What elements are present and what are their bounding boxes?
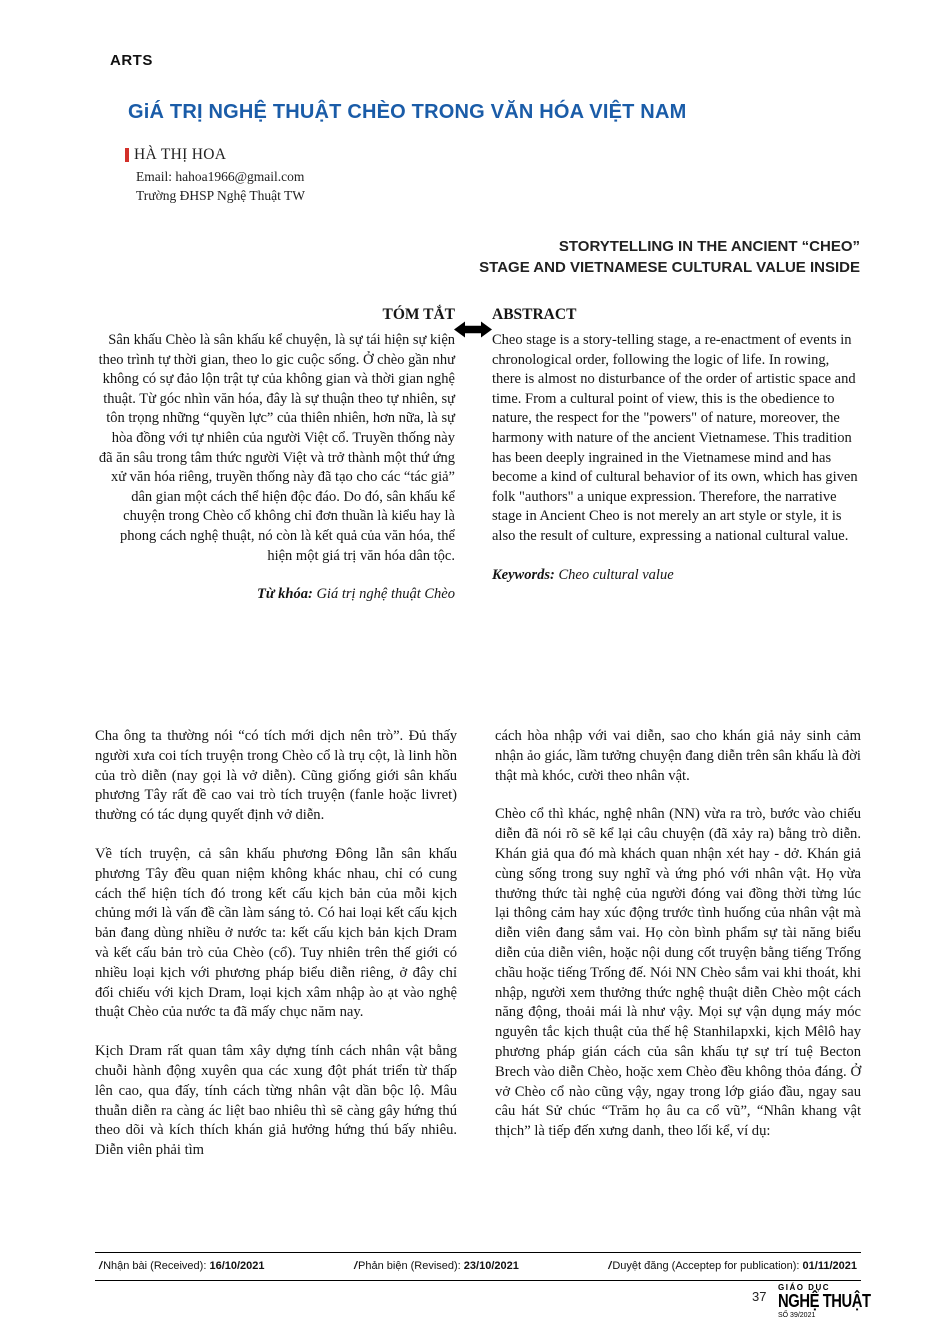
keywords-en-value: Cheo cultural value: [558, 566, 674, 583]
english-title-line1: STORYTELLING IN THE ANCIENT “CHEO”: [558, 238, 860, 255]
revised-date: 23/10/2021: [463, 1260, 519, 1272]
keywords-en-label: Keywords:: [492, 566, 555, 583]
keywords-vi-value: Giá trị nghệ thuật Chèo: [316, 586, 455, 603]
author-affiliation: Trường ĐHSP Nghệ Thuật TW: [136, 188, 305, 203]
author-email: Email: hahoa1966@gmail.com: [136, 169, 305, 184]
body-paragraph: Về tích truyện, cả sân khấu phương Đông lẫn sân khấu phương Tây đều quan niệm không khác nhau, chỉ có cung cách thể hiện tích đó trong kết cấu kịch bản của mỗi kịch chủng mới là vấn đề cần làm sáng tỏ. Có hai loại kết cấu kịch bản đang dùng nhiều ở nước ta: kết cấu kịch bản kịch Dram và kết cấu bản trò của Chèo (cổ). Tuy nhiên trên thế giới có nhiều loại kịch với phương pháp biểu diễn riêng, ở đây chỉ đối chiếu với kịch Dram, loại kịch xâm nhập ào ạt vào nghệ thuật Chèo của nước ta đã mấy chục năm nay.: [95, 845, 458, 1021]
article-body: [95, 727, 861, 1180]
journal-logo-main-text: NGHỆ THUẬT: [778, 1291, 871, 1311]
footer-dates-band: [95, 1252, 861, 1281]
author-name-row: [125, 146, 305, 164]
accepted-label: Duyệt đăng (Acceptep for publication):: [612, 1260, 803, 1272]
author-block: [125, 146, 305, 204]
received-date-item: [99, 1260, 265, 1272]
revised-label: Phản biện (Revised):: [358, 1260, 464, 1272]
abstract-heading: ABSTRACT: [492, 306, 577, 323]
page-number: 37: [752, 1289, 767, 1304]
english-title: [300, 236, 860, 278]
section-label: ARTS: [110, 52, 153, 69]
body-paragraph: Chèo cổ thì khác, nghệ nhân (NN) vừa ra trò, bước vào chiếu diễn đã nói rõ sẽ kể lại câu chuyện (đã xảy ra) bằng trò diễn. Khán giả qua đó mà khách quan nhận xét hay - dở. Khán giả cùng sống trong suy nghĩ và ứng phó với nhân vật. Họ vừa thưởng thức tài nghệ của người đóng vai đồng thời từng lúc lại thông cảm hay xúc động trước tình huống của nhân vật mà diễn viên đang sắm vai. Họ còn bình phẩm sự tài năng biểu diễn của diễn viên, hoặc nội dung cốt truyện bằng tiếng Trống chầu hoặc tiếng Trống đế. Nói NN Chèo sắm vai khi thoát, khi nhập, người xem thưởng thức nghệ thuật diễn Chèo một cách năng động, thoải mái là như vậy. Mọi sự vận dụng máy móc nguyên tắc kịch thuật của thế hệ Stanhilapxki, kịch Mêlô hay phương pháp gián cách của sân khấu tự sự trí tuệ Becton Brech vào diễn Chèo, hoặc xem Chèo đều không thỏa đáng. Ở vở Chèo cổ nào cũng vậy, ngay trong lớp giáo đầu, ngay sau câu hát Sử chúc “Trăm họ âu ca cổ vũ”, “Nhân khang vật thịch” là tiếp đến xưng danh, theo lối kể, ví dụ:: [495, 806, 861, 1140]
article-title: GiÁ TRỊ NGHỆ THUẬT CHÈO TRONG VĂN HÓA VIỆT NAM: [128, 101, 687, 123]
slash-mark: /: [353, 1260, 358, 1272]
journal-issue-number: SỐ 39/2021: [778, 1312, 816, 1319]
tomtat-heading: TÓM TẮT: [382, 306, 455, 323]
body-paragraph: Kịch Dram rất quan tâm xây dựng tính cách nhân vật bằng chuỗi hành động xuyên qua các xung đột phát triển từ thấp lên cao, qua đấy, tính cách từng nhân vật dần bộc lộ. Mâu thuẫn diễn ra càng ác liệt bao nhiêu thì sẽ càng gây hứng thú theo dõi và kích thích khán giả hưởng hứng thú bấy nhiêu. Diễn viên phải tìm: [95, 1043, 458, 1159]
english-title-line2: STAGE AND VIETNAMESE CULTURAL VALUE INSIDE: [479, 259, 860, 276]
accepted-date-item: [608, 1260, 857, 1272]
left-right-arrow-icon: [453, 320, 493, 339]
author-accent-bar: [125, 148, 129, 162]
body-paragraph: Cha ông ta thường nói “có tích mới dịch nên trò”. Đủ thấy người xưa coi tích truyện trong Chèo cổ là trụ cột, là linh hồn của trò diễn (nay gọi là vở diễn). Cũng giống giới sân khấu phương Tây rất đề cao vai trò tích truyện (fanle hoặc livret) thường có tác dụng quyết định vở diễn.: [95, 728, 458, 824]
keywords-vi-label: Từ khóa:: [257, 586, 313, 603]
author-name: HÀ THỊ HOA: [134, 146, 227, 163]
revised-date-item: [354, 1260, 519, 1272]
keywords-vi: [95, 586, 455, 603]
abstract-section: [95, 306, 861, 603]
body-left-column: [95, 727, 457, 1180]
received-label: Nhận bài (Received):: [103, 1260, 210, 1272]
abstract-vi-text: Sân khấu Chèo là sân khấu kể chuyện, là sự tái hiện sự kiện theo trình tự thời gian, theo lo gic cuộc sống. Ở chèo gần như không có sự đảo lộn trật tự của không gian và thời gian nghệ thuật. Từ góc nhìn văn hóa, đây là sự thuận theo tự nhiên, sự tôn trọng những “quyền lực” của thiên nhiên, hơn nữa, là sự hòa đồng với tự nhiên của người Việt cổ. Truyền thống này đã ăn sâu trong tâm thức người Việt và trở thành một thứ ứng xử văn hóa riêng, truyền thống này đã tạo cho các “tác giả” dân gian một cách thể hiện độc đáo. Do đó, sân khấu kể chuyện trong Chèo cổ không chỉ đơn thuần là kiểu hay là phong cách nghệ thuật, nó còn là kết quả của văn hóa, thể hiện một giá trị văn hóa dân tộc.: [98, 332, 455, 564]
keywords-en: [492, 567, 861, 584]
abstract-english-column: [492, 306, 861, 603]
abstract-vietnamese-column: [95, 306, 455, 603]
received-date: 16/10/2021: [209, 1260, 265, 1272]
slash-mark: /: [99, 1260, 103, 1272]
accepted-date: 01/11/2021: [802, 1260, 857, 1272]
journal-logo: [778, 1283, 891, 1319]
body-right-column: [495, 727, 861, 1180]
body-paragraph: cách hòa nhập với vai diễn, sao cho khán giả nảy sinh cảm nhận ảo giác, lầm tưởng chuyện đang diễn trên sân khấu là đời thật mà khóc, cười theo nhân vật.: [495, 728, 861, 784]
journal-logo-top-text: GIÁO DỤC: [778, 1283, 830, 1292]
abstract-en-text: Cheo stage is a story-telling stage, a re-enactment of events in chronological order, following the logic of life. In rowing, there is almost no disturbance of the order of artistic space and time. From a cultural point of view, this is the obedience to nature, the respect for the "powers" of nature, moreover, the harmony with nature of the ancient Vietnamese. This tradition has been deeply ingrained in the Vietnamese mind and has become a kind of cultural behavior of its own, which has given folk "authors" a unique expression. Therefore, the narrative stage in Ancient Cheo is not merely an art style or style, it is also the result of culture, expressing a national cultural value.: [492, 332, 858, 544]
slash-mark: /: [608, 1260, 612, 1272]
